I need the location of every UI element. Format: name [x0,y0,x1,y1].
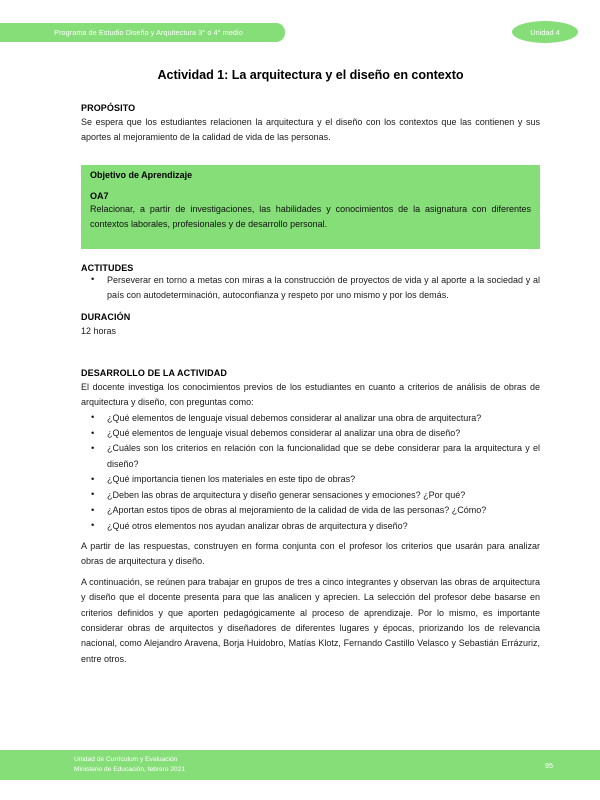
page-title: Actividad 1: La arquitectura y el diseño en contexto [157,68,464,82]
list-item: • ¿Deben las obras de arquitectura y diseño generar sensaciones y emociones? ¿Por qué? [81,488,540,503]
spacer-desarrollo [81,340,540,368]
document-body [81,0,540,667]
objetivo-text: Relacionar, a partir de investigaciones, las habilidades y conocimientos de la asignatura con diferentes contextos laborales, profesionales y de desarrollo personal. [90,203,531,230]
list-item: • Perseverar en torno a metas con miras a la construcción de proyectos de vida y al aporte a la sociedad y al país con autodeterminación, autoconfianza y respeto por uno mismo y por los demás. [81,273,540,304]
objetivo-heading: Objetivo de Aprendizaje [90,169,193,180]
footer-line-1: Unidad de Currículum y Evaluación [74,755,178,763]
spacer-actitudes [81,249,540,263]
proposito-heading: PROPÓSITO [81,103,136,113]
objetivo-aprendizaje-box [81,165,540,249]
desarrollo-paragraph-2: A continuación, se reúnen para trabajar en grupos de tres a cinco integrantes y observan las obras de arquitectura y diseño que el docente presenta para que las analicen y aprecien. La selección del profesor debe basarse en criterios definidos y que aporten pedagógicamente al proceso de aprendizaje. Por lo mismo, es importante considerar obras de arquitectos y diseñadores de diferentes lugares y épocas, priorizando los de relevancia nacional, como Alejandro Aravena, Borja Huidobro, Matías Klotz, Fernando Castillo Velasco y Sebastián Errázuriz, entre otros. [81,576,540,664]
section-proposito [81,103,540,146]
desarrollo-paragraph-1: A partir de las respuestas, construyen en forma conjunta con el profesor los criterios que usarán para analizar obras de arquitectura y diseño. [81,540,540,567]
list-item: • ¿Cuáles son los criterios en relación con la funcionalidad que se debe considerar para la arquitectura y el diseño? [81,441,540,472]
actitudes-heading: ACTITUDES [81,262,134,273]
unit-badge-label: Unidad 4 [530,27,560,37]
footer-credits [74,755,185,776]
duracion-heading: DURACIÓN [81,312,131,323]
section-actitudes [81,263,540,304]
objetivo-code: OA7 [90,190,109,201]
list-item: • ¿Qué elementos de lenguaje visual debemos considerar al analizar una obra de arquitectura? [81,411,540,426]
proposito-text: Se espera que los estudiantes relacionen la arquitectura y el diseño con los contextos que las contienen y sus aportes al mejoramiento de la calidad de vida de las personas. [81,117,540,143]
list-item: • ¿Qué elementos de lenguaje visual debemos considerar al analizar una obra de diseño? [81,426,540,441]
page-footer [0,750,600,780]
section-desarrollo [81,368,540,667]
desarrollo-intro: El docente investiga los conocimientos previos de los estudiantes en cuanto a criterios de análisis de obras de arquitectura y diseño, con preguntas como: [81,381,540,408]
desarrollo-heading: DESARROLLO DE LA ACTIVIDAD [81,367,227,378]
actitudes-list [81,273,540,304]
spacer-duracion [81,303,540,312]
list-item: • ¿Qué otros elementos nos ayudan analizar obras de arquitectura y diseño? [81,519,540,534]
list-item: • ¿Aportan estos tipos de obras al mejoramiento de la calidad de vida de las personas? ¿Cómo? [81,503,540,518]
duracion-value: 12 horas [81,326,117,337]
section-duracion [81,312,540,339]
list-item: • ¿Qué importancia tienen los materiales en este tipo de obras? [81,472,540,487]
program-banner-label: Programa de Estudio Diseño y Arquitectura 3° o 4° medio [54,28,243,37]
desarrollo-questions-list [81,411,540,534]
page-number: 95 [545,760,553,770]
footer-line-2: Ministerio de Educación, febrero 2021 [74,766,186,773]
